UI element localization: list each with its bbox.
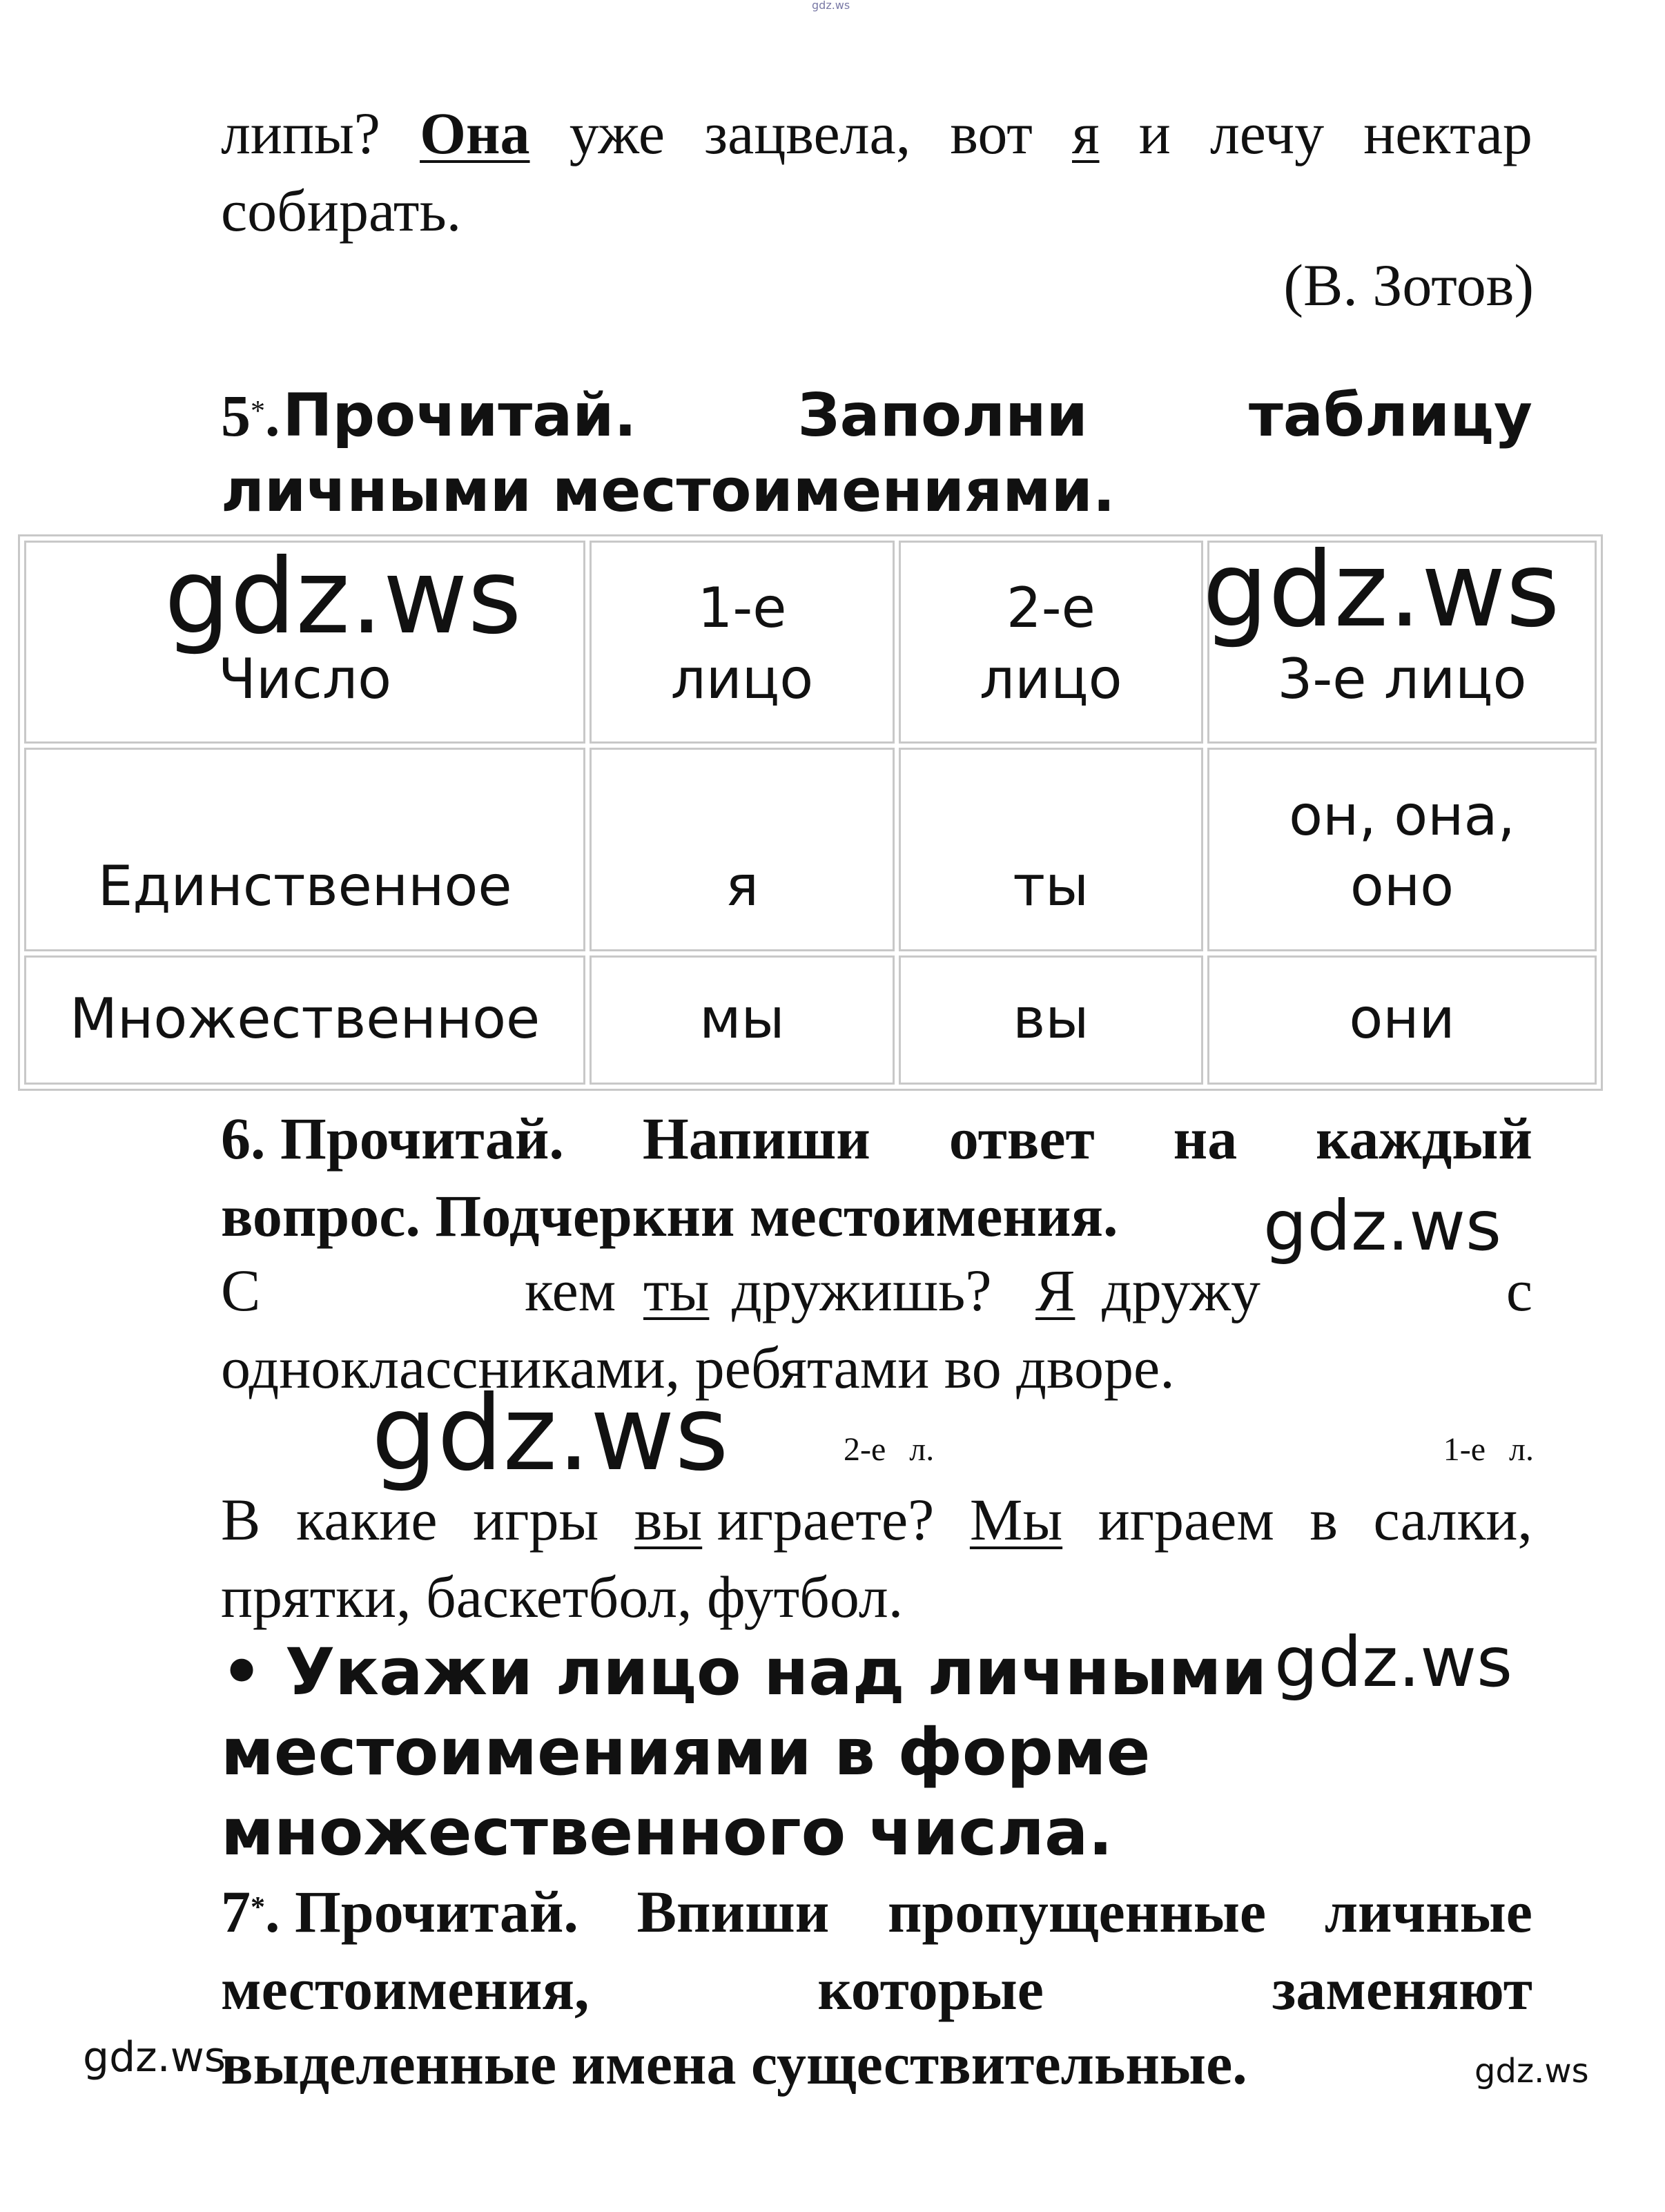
table-row: [24, 748, 1597, 951]
word-pronoun: [634, 1486, 935, 1553]
word-pronoun: [969, 1486, 1063, 1553]
word: личные: [1324, 1879, 1532, 1945]
question-2-line: [221, 1486, 1532, 1553]
question-1-line-2: одноклассниками, ребятами во дворе.: [221, 1335, 1175, 1401]
cell-second-person: вы: [899, 955, 1203, 1085]
task7-heading-line-3: выделенные имена существительные.: [221, 2030, 1247, 2097]
word: заменяют: [1272, 1956, 1532, 2022]
word: на: [1173, 1105, 1238, 1172]
word-she: Она: [420, 100, 530, 166]
watermark-top: gdz.ws: [812, 0, 850, 12]
intro-author: (В. Зотов): [1283, 252, 1534, 318]
cell-third-person: они: [1207, 955, 1597, 1085]
instruction-line-2: местоимениями в форме: [221, 1715, 1151, 1790]
pronoun: вы: [634, 1486, 703, 1553]
instruction-line-3: множественного числа.: [221, 1795, 1113, 1870]
instruction-line-1: [221, 1635, 1267, 1710]
pronoun: Мы: [969, 1486, 1063, 1553]
cell-first-person: мы: [590, 955, 894, 1085]
instruction-text: Укажи лицо над личными: [284, 1635, 1267, 1710]
intro-line-2: собирать.: [221, 177, 462, 244]
header-cell: 2-е лицо: [899, 541, 1203, 744]
word: каждый: [1316, 1105, 1532, 1172]
cell-third-person: он, она, оно: [1207, 748, 1597, 951]
word: пропущенные: [887, 1879, 1267, 1945]
word: В: [221, 1486, 261, 1553]
watermark: gdz.ws: [1202, 530, 1560, 650]
word: Впиши: [636, 1879, 830, 1945]
word-pronoun: я: [1071, 100, 1100, 166]
word: ответ: [948, 1105, 1095, 1172]
word: таблицу: [1249, 381, 1532, 450]
word: . Прочитай.: [265, 1879, 578, 1945]
word: лечу: [1209, 100, 1325, 166]
word: какие: [295, 1486, 438, 1553]
task7-heading-line-2: [221, 1956, 1532, 2022]
watermark: gdz.ws: [1274, 1622, 1513, 1702]
word: и: [1138, 100, 1171, 166]
header-cell: 3-е лицо: [1207, 541, 1597, 744]
word: С: [221, 1257, 261, 1323]
word: с: [1506, 1257, 1532, 1323]
star: *: [251, 1892, 265, 1923]
task5-label: [221, 381, 636, 450]
word-pronoun: ты: [643, 1257, 710, 1323]
word: Заполни: [797, 381, 1088, 450]
cell-number: Множественное: [24, 955, 585, 1085]
word: игры: [473, 1486, 599, 1553]
person-annotation-2: 2-е л.: [844, 1431, 935, 1468]
word: в: [1309, 1486, 1338, 1553]
question-1-line: [221, 1257, 1532, 1323]
task7-label: [221, 1879, 578, 1945]
person-annotation-1: 1-е л.: [1443, 1431, 1534, 1468]
cell-first-person: я: [590, 748, 894, 951]
word: Прочитай.: [282, 381, 637, 450]
task-number: 7: [221, 1879, 251, 1945]
word: зацвела,: [704, 100, 911, 166]
task5-heading-line-2: личными местоимениями.: [221, 456, 1116, 525]
watermark: gdz.ws: [1474, 2052, 1589, 2090]
word: которые: [817, 1956, 1044, 2022]
question-2-line-2: прятки, баскетбол, футбол.: [221, 1564, 904, 1630]
word: кем: [525, 1257, 616, 1323]
dot: .: [265, 382, 280, 449]
header-cell: 1-е лицо: [590, 541, 894, 744]
word: уже: [569, 100, 665, 166]
watermark: gdz.ws: [164, 537, 522, 657]
task7-heading-line-1: [221, 1879, 1532, 1945]
word: вот: [950, 100, 1033, 166]
cell-number: Единственное: [24, 748, 585, 951]
word: дружишь?: [732, 1257, 992, 1323]
word: дружу: [1102, 1257, 1260, 1323]
task5-heading-line-1: [221, 381, 1532, 450]
word: Напиши: [642, 1105, 870, 1172]
task-number: 5: [221, 382, 251, 449]
watermark: gdz.ws: [83, 2033, 226, 2082]
word: салки,: [1373, 1486, 1532, 1553]
cell-second-person: ты: [899, 748, 1203, 951]
task6-heading-line-1: [221, 1105, 1532, 1172]
star: *: [251, 396, 265, 427]
word: играете?: [717, 1486, 935, 1553]
intro-line-1: [221, 100, 1532, 166]
word: 6. Прочитай.: [221, 1105, 564, 1172]
table-row: [24, 955, 1597, 1085]
word-pronoun: Я: [1035, 1257, 1075, 1323]
word: липы?: [221, 100, 380, 166]
header-cell: Число: [24, 541, 585, 744]
word: местоимения,: [221, 1956, 590, 2022]
word: нектар: [1363, 100, 1532, 166]
watermark: gdz.ws: [1263, 1185, 1502, 1266]
task6-heading-line-2: вопрос. Подчеркни местоимения.: [221, 1183, 1118, 1249]
word: играем: [1098, 1486, 1274, 1553]
bullet-icon: •: [221, 1635, 263, 1710]
watermark: gdz.ws: [371, 1374, 729, 1494]
